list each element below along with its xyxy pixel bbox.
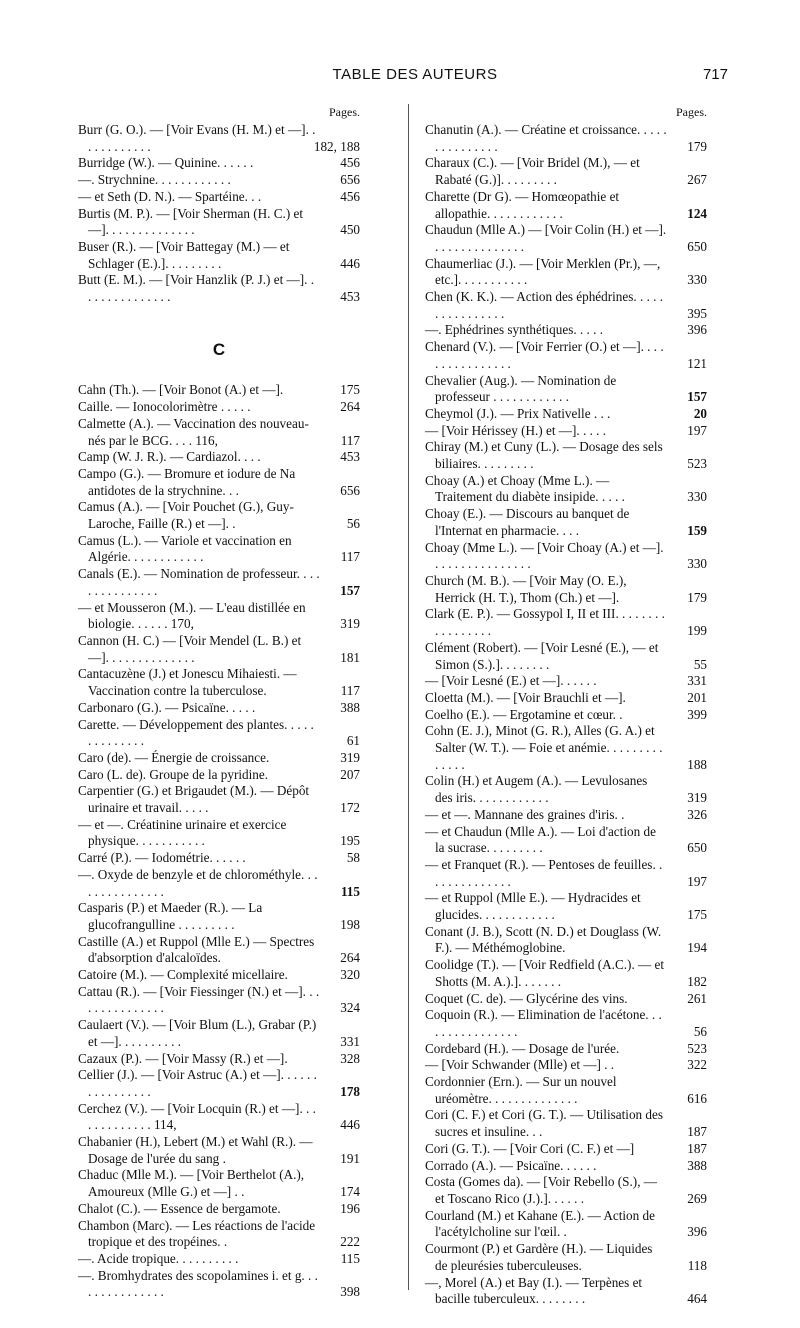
entry-text: Chevalier (Aug.). — Nomination de professeur . . . . . . . . . . . . xyxy=(425,372,617,405)
index-entry xyxy=(78,1218,360,1251)
entry-text: Caulaert (V.). — [Voir Blum (L.), Grabar (P.) et —]. . . . . . . . . . xyxy=(78,1017,317,1049)
entry-list-c xyxy=(78,382,360,1301)
index-entry xyxy=(425,406,707,423)
entry-text: Carpentier (G.) et Brigaudet (M.). — Dépôt urinaire et travail. . . . . xyxy=(78,783,310,816)
entry-text: — [Voir Hérissey (H.) et —]. . . . . xyxy=(425,422,607,438)
entry-page: 159 xyxy=(687,522,707,538)
index-entry xyxy=(78,717,360,750)
entry-page: 117 xyxy=(340,683,360,699)
entry-page: 446 xyxy=(340,255,360,271)
index-entry xyxy=(78,867,360,900)
entry-text: Cannon (H. C.) — [Voir Mendel (L. B.) et —]. . . . . . . . . . . . . . xyxy=(78,632,302,665)
entry-text: Choay (A.) et Choay (Mme L.). — Traitement du diabète insipide. . . . . xyxy=(425,472,625,505)
index-entry xyxy=(425,1158,707,1175)
entry-page: 326 xyxy=(687,806,707,822)
pages-label: Pages. xyxy=(329,105,360,119)
index-entry xyxy=(425,824,707,857)
entry-page: 324 xyxy=(340,1000,360,1016)
index-entry xyxy=(425,222,707,255)
entry-text: — [Voir Lesné (E.) et —]. . . . . . xyxy=(425,673,597,689)
entry-text: Carré (P.). — Iodométrie. . . . . . xyxy=(78,850,246,866)
entry-text: Colin (H.) et Augem (A.). — Levulosanes des iris. . . . . . . . . . . . xyxy=(425,773,648,806)
index-entry xyxy=(78,850,360,867)
index-entry xyxy=(78,750,360,767)
index-entry xyxy=(425,890,707,923)
entry-page: 264 xyxy=(340,950,360,966)
index-entry xyxy=(425,1241,707,1274)
entry-text: Caille. — Ionocolorimètre . . . . . xyxy=(78,399,251,415)
index-entry xyxy=(425,506,707,539)
entry-page: 117 xyxy=(340,549,360,565)
index-entry xyxy=(425,322,707,339)
entry-page: 124 xyxy=(687,205,707,221)
entry-page: 175 xyxy=(687,907,707,923)
entry-page: 55 xyxy=(693,656,707,672)
index-entry xyxy=(78,272,360,305)
entry-text: Cahn (Th.). — [Voir Bonot (A.) et —]. xyxy=(78,382,284,398)
entry-text: Choay (Mme L.). — [Voir Choay (A.) et —]. . . . . . . . . . . . . . . . xyxy=(425,539,664,572)
entry-text: Chaduc (Mlle M.). — [Voir Berthelot (A.), Amoureux (Mlle G.) et —] . . xyxy=(78,1167,305,1200)
entry-text: Cohn (E. J.), Minot (G. R.), Alles (G. A.) et Salter (W. T.). — Foie et anémie. . . . . . . . . . . . . . xyxy=(425,723,663,772)
entry-page: 181 xyxy=(340,649,360,665)
entry-page: 178 xyxy=(340,1083,360,1099)
index-entry xyxy=(425,807,707,824)
entry-page: 115 xyxy=(340,1251,360,1266)
entry-text: — et Ruppol (Mlle E.). — Hydracides et glucides. . . . . . . . . . . . xyxy=(425,890,641,923)
entry-text: — et Franquet (R.). — Pentoses de feuilles. . . . . . . . . . . . . . xyxy=(425,856,663,889)
entry-text: Chaudun (Mlle A.) — [Voir Colin (H.) et —]. . . . . . . . . . . . . . . xyxy=(425,222,667,254)
running-title: TABLE DES AUTEURS xyxy=(332,66,498,83)
entry-page: 121 xyxy=(687,355,707,371)
entry-page: 399 xyxy=(687,706,707,722)
entry-text: Cattau (R.). — [Voir Fiessinger (N.) et —]. . . . . . . . . . . . . . . xyxy=(78,983,320,1016)
index-entry xyxy=(425,1174,707,1207)
entry-page: 197 xyxy=(687,873,707,889)
entry-page: 20 xyxy=(693,405,707,421)
entry-text: Corrado (A.). — Psicaïne. . . . . . xyxy=(425,1157,597,1173)
entry-text: —, Morel (A.) et Bay (I.). — Terpènes et bacille tuberculeux. . . . . . . . xyxy=(425,1274,643,1307)
entry-text: Catoire (M.). — Complexité micellaire. xyxy=(78,967,288,983)
index-entry xyxy=(425,339,707,372)
right-column xyxy=(425,104,707,1308)
index-entry xyxy=(78,382,360,399)
entry-page: 179 xyxy=(687,138,707,154)
entry-text: Cellier (J.). — [Voir Astruc (A.) et —]. . . . . . . . . . . . . . . . xyxy=(78,1067,317,1099)
entry-text: Castille (A.) et Ruppol (Mlle E.) — Spectres d'absorption d'alcaloïdes. xyxy=(78,933,315,966)
entry-page: 388 xyxy=(340,699,360,715)
entry-text: Chiray (M.) et Cuny (L.). — Dosage des sels biliaires. . . . . . . . . xyxy=(425,439,663,472)
entry-text: —. Acide tropique. . . . . . . . . . xyxy=(78,1251,239,1266)
entry-page: 174 xyxy=(340,1184,360,1200)
index-entry xyxy=(78,206,360,239)
entry-page: 56 xyxy=(693,1023,707,1039)
index-entry xyxy=(425,256,707,289)
entry-text: —. Bromhydrates des scopolamines i. et g. . . . . . . . . . . . . . . xyxy=(78,1267,318,1300)
entry-page: 650 xyxy=(687,840,707,856)
index-entry xyxy=(78,1051,360,1068)
entry-page: 656 xyxy=(340,172,360,188)
entry-text: Casparis (P.) et Maeder (R.). — La glucofrangulline . . . . . . . . . xyxy=(78,900,263,932)
entry-page: 182 xyxy=(687,973,707,989)
entry-text: Carette. — Développement des plantes. . . . . . . . . . . . . . xyxy=(78,716,314,749)
entry-text: Cerchez (V.). — [Voir Locquin (R.) et —]. . . . . . . . . . . . . 114, xyxy=(78,1100,316,1133)
entry-page: 182, 188 xyxy=(313,138,360,154)
entry-text: Coelho (E.). — Ergotamine et cœur. . xyxy=(425,706,623,722)
entry-page: 331 xyxy=(687,673,707,689)
index-entry xyxy=(425,1208,707,1241)
index-entry xyxy=(78,1201,360,1218)
entry-page: 398 xyxy=(340,1284,360,1300)
index-entry xyxy=(78,1268,360,1301)
entry-text: — [Voir Schwander (Mlle) et —] . . xyxy=(425,1057,615,1073)
entry-page: 117 xyxy=(340,432,360,448)
entry-page: 198 xyxy=(340,916,360,932)
entry-text: Cloetta (M.). — [Voir Brauchli et —]. xyxy=(425,689,626,705)
entry-text: Camus (L.). — Variole et vaccination en Algérie. . . . . . . . . . . . xyxy=(78,532,292,565)
entry-page: 388 xyxy=(687,1157,707,1173)
entry-page: 396 xyxy=(687,322,707,338)
entry-text: —. Strychnine. . . . . . . . . . . . xyxy=(78,172,231,188)
entry-page: 197 xyxy=(687,422,707,438)
entry-text: Cori (C. F.) et Cori (G. T.). — Utilisation des sucres et insuline. . . xyxy=(425,1107,664,1140)
entry-text: Burtis (M. P.). — [Voir Sherman (H. C.) et —]. . . . . . . . . . . . . . xyxy=(78,205,304,238)
entry-page: 330 xyxy=(687,272,707,288)
entry-list-top xyxy=(78,122,360,306)
entry-text: Chenard (V.). — [Voir Ferrier (O.) et —]. . . . . . . . . . . . . . . . xyxy=(425,339,664,371)
index-entry xyxy=(78,984,360,1017)
entry-page: 319 xyxy=(340,749,360,765)
index-entry xyxy=(425,289,707,322)
index-entry xyxy=(78,1017,360,1050)
entry-page: 261 xyxy=(687,990,707,1006)
index-entry xyxy=(78,1167,360,1200)
entry-page: 196 xyxy=(340,1200,360,1216)
entry-text: Choay (E.). — Discours au banquet de l'Internat en pharmacie. . . . xyxy=(425,506,630,538)
entry-page: 456 xyxy=(340,155,360,171)
entry-page: 396 xyxy=(687,1224,707,1240)
entry-page: 322 xyxy=(687,1057,707,1073)
index-entry xyxy=(425,473,707,506)
index-entry xyxy=(78,533,360,566)
index-entry xyxy=(425,540,707,573)
entry-page: 222 xyxy=(340,1234,360,1250)
index-entry xyxy=(78,666,360,699)
index-entry xyxy=(78,1101,360,1134)
index-entry xyxy=(78,449,360,466)
entry-text: — et Chaudun (Mlle A.). — Loi d'action de la sucrase. . . . . . . . . xyxy=(425,823,656,856)
entry-page: 188 xyxy=(687,756,707,772)
entry-text: Burr (G. O.). — [Voir Evans (H. M.) et —]. . . . . . . . . . . . xyxy=(78,122,316,154)
entry-text: Chanutin (A.). — Créatine et croissance. . . . . . . . . . . . . . . xyxy=(425,122,667,154)
entry-text: — et —. Mannane des graines d'iris. . xyxy=(425,806,625,822)
entry-page: 267 xyxy=(687,172,707,188)
index-entry xyxy=(425,690,707,707)
pages-label: Pages. xyxy=(676,105,707,119)
index-entry xyxy=(425,1057,707,1074)
entry-text: Courmont (P.) et Gardère (H.). — Liquides de pleurésies tuberculeuses. xyxy=(425,1241,653,1273)
entry-text: Charaux (C.). — [Voir Bridel (M.), — et Rabaté (G.)]. . . . . . . . . xyxy=(425,155,640,188)
entry-text: Cordonnier (Ern.). — Sur un nouvel uréomètre. . . . . . . . . . . . . . xyxy=(425,1074,617,1106)
entry-text: Cheymol (J.). — Prix Nativelle . . . xyxy=(425,405,611,421)
index-entry xyxy=(78,416,360,449)
entry-page: 330 xyxy=(687,556,707,572)
entry-page: 616 xyxy=(687,1090,707,1106)
entry-text: —. Oxyde de benzyle et de chlorométhyle. . . . . . . . . . . . . . . xyxy=(78,866,318,899)
index-entry xyxy=(425,707,707,724)
entry-text: Chaumerliac (J.). — [Voir Merklen (Pr.), —, etc.]. . . . . . . . . . . xyxy=(425,255,661,288)
entry-page: 446 xyxy=(340,1117,360,1133)
index-entry xyxy=(425,640,707,673)
index-entry xyxy=(78,189,360,206)
index-entry xyxy=(425,573,707,606)
entry-text: — et Mousseron (M.). — L'eau distillée en biologie. . . . . . 170, xyxy=(78,599,306,632)
entry-page: 58 xyxy=(346,850,360,866)
entry-text: Coquoin (R.). — Elimination de l'acétone. . . . . . . . . . . . . . . . xyxy=(425,1007,662,1039)
index-entry xyxy=(78,399,360,416)
entry-page: 118 xyxy=(687,1257,707,1273)
entry-page: 464 xyxy=(687,1291,707,1307)
entry-text: Coquet (C. de). — Glycérine des vins. xyxy=(425,990,628,1006)
entry-text: Butt (E. M.). — [Voir Hanzlik (P. J.) et —]. . . . . . . . . . . . . . . xyxy=(78,272,315,305)
index-entry xyxy=(425,991,707,1008)
left-column xyxy=(78,104,360,1301)
entry-page: 453 xyxy=(340,449,360,465)
entry-page: 264 xyxy=(340,399,360,415)
entry-text: Conant (J. B.), Scott (N. D.) et Douglass (W. F.). — Méthémoglobine. xyxy=(425,923,662,956)
entry-page: 157 xyxy=(340,582,360,598)
entry-text: Cori (G. T.). — [Voir Cori (C. F.) et —] xyxy=(425,1140,635,1156)
index-entry xyxy=(425,189,707,222)
entry-page: 56 xyxy=(346,516,360,532)
entry-text: Camp (W. J. R.). — Cardiazol. . . . xyxy=(78,449,261,465)
entry-text: Campo (G.). — Bromure et iodure de Na antidotes de la strychnine. . . xyxy=(78,465,296,498)
index-entry xyxy=(78,466,360,499)
index-entry xyxy=(425,957,707,990)
index-entry xyxy=(425,1007,707,1040)
index-entry xyxy=(78,1067,360,1100)
index-entry xyxy=(425,439,707,472)
entry-page: 201 xyxy=(687,689,707,705)
entry-page: 199 xyxy=(687,623,707,639)
entry-text: Chen (K. K.). — Action des éphédrines. . . . . . . . . . . . . . . . xyxy=(425,289,664,321)
entry-text: Cantacuzène (J.) et Jonescu Mihaiesti. —Vaccination contre la tuberculose. xyxy=(78,666,297,699)
entry-text: Chabanier (H.), Lebert (M.) et Wahl (R.). — Dosage de l'urée du sang . xyxy=(78,1134,313,1166)
entry-text: Clark (E. P.). — Gossypol I, II et III. . . . . . . . . . . . . . . . . xyxy=(425,606,665,639)
entry-text: Coolidge (T.). — [Voir Redfield (A.C.). — et Shotts (M. A.).]. . . . . . . xyxy=(425,957,665,989)
entry-page: 395 xyxy=(687,305,707,321)
entry-page: 650 xyxy=(687,238,707,254)
index-entry xyxy=(425,924,707,957)
entry-text: Caro (L. de). Groupe de la pyridine. xyxy=(78,766,269,782)
entry-text: Burridge (W.). — Quinine. . . . . . xyxy=(78,155,254,171)
index-entry xyxy=(425,857,707,890)
entry-text: Cordebard (H.). — Dosage de l'urée. xyxy=(425,1040,620,1056)
index-entry xyxy=(425,122,707,155)
index-entry xyxy=(425,606,707,639)
index-entry xyxy=(78,783,360,816)
index-entry xyxy=(78,499,360,532)
index-entry xyxy=(78,900,360,933)
entry-page: 195 xyxy=(340,833,360,849)
entry-text: Caro (de). — Énergie de croissance. xyxy=(78,749,270,765)
entry-text: — et —. Créatinine urinaire et exercice physique. . . . . . . . . . . xyxy=(78,816,287,849)
entry-page: 194 xyxy=(687,940,707,956)
index-entry xyxy=(78,700,360,717)
entry-page: 331 xyxy=(340,1033,360,1049)
entry-page: 456 xyxy=(340,188,360,204)
index-entry xyxy=(425,1041,707,1058)
entry-page: 330 xyxy=(687,489,707,505)
entry-page: 269 xyxy=(687,1191,707,1206)
index-entry xyxy=(78,767,360,784)
index-entry xyxy=(425,673,707,690)
entry-page: 453 xyxy=(340,289,360,305)
index-entry xyxy=(425,1275,707,1308)
entry-page: 157 xyxy=(687,389,707,405)
index-entry xyxy=(78,155,360,172)
entry-text: Buser (R.). — [Voir Battegay (M.) — et Schlager (E.).]. . . . . . . . . xyxy=(78,238,290,271)
index-entry xyxy=(425,1141,707,1158)
entry-text: —. Ephédrines synthétiques. . . . . xyxy=(425,322,604,338)
page-number: 717 xyxy=(702,66,728,83)
index-entry xyxy=(425,723,707,773)
index-entry xyxy=(78,934,360,967)
entry-text: Charette (Dr G). — Homœopathie et allopathie. . . . . . . . . . . . xyxy=(425,188,620,221)
entry-list xyxy=(425,122,707,1308)
index-entry xyxy=(78,566,360,599)
entry-text: Chambon (Marc). — Les réactions de l'acide tropique et des tropéines. . xyxy=(78,1217,316,1250)
entry-text: Church (M. B.). — [Voir May (O. E.), Herrick (H. T.), Thom (Ch.) et —]. xyxy=(425,572,627,605)
entry-page: 61 xyxy=(346,733,360,749)
entry-page: 187 xyxy=(687,1124,707,1140)
entry-page: 179 xyxy=(687,589,707,605)
index-entry xyxy=(78,633,360,666)
entry-page: 656 xyxy=(340,482,360,498)
index-entry xyxy=(78,967,360,984)
entry-text: Clément (Robert). — [Voir Lesné (E.), — et Simon (S.).]. . . . . . . . xyxy=(425,639,659,672)
section-letter: C xyxy=(212,339,226,359)
entry-text: Camus (A.). — [Voir Pouchet (G.), Guy-Laroche, Faille (R.) et —]. . xyxy=(78,499,294,532)
entry-page: 187 xyxy=(687,1140,707,1156)
entry-text: Carbonaro (G.). — Psicaïne. . . . . xyxy=(78,699,256,715)
entry-page: 207 xyxy=(340,766,360,782)
entry-page: 320 xyxy=(340,967,360,983)
entry-text: Courland (M.) et Kahane (E.). — Action de l'acétylcholine sur l'œil. . xyxy=(425,1207,655,1240)
entry-page: 115 xyxy=(340,883,360,899)
entry-text: Calmette (A.). — Vaccination des nouveau-nés par le BCG. . . . 116, xyxy=(78,415,309,448)
page-header xyxy=(0,66,800,88)
entry-text: Canals (E.). — Nomination de professeur. . . . . . . . . . . . . . . xyxy=(78,566,320,598)
index-entry xyxy=(78,122,360,155)
index-entry xyxy=(425,423,707,440)
entry-page: 175 xyxy=(340,382,360,398)
index-entry xyxy=(425,773,707,806)
index-entry xyxy=(425,1074,707,1107)
index-entry xyxy=(78,1134,360,1167)
entry-text: — et Seth (D. N.). — Spartéine. . . xyxy=(78,188,262,204)
index-entry xyxy=(78,1251,360,1268)
column-divider xyxy=(408,104,409,1290)
entry-page: 319 xyxy=(340,616,360,632)
index-entry xyxy=(425,155,707,188)
index-entry xyxy=(425,373,707,406)
entry-page: 191 xyxy=(340,1150,360,1166)
entry-page: 319 xyxy=(687,790,707,806)
entry-page: 172 xyxy=(340,800,360,816)
entry-text: Chalot (C.). — Essence de bergamote. xyxy=(78,1200,281,1216)
entry-text: Costa (Gomes da). — [Voir Rebello (S.), — et Toscano Rico (J.).]. . . . . . xyxy=(425,1174,657,1206)
entry-page: 450 xyxy=(340,222,360,238)
index-entry xyxy=(78,172,360,189)
entry-text: Cazaux (P.). — [Voir Massy (R.) et —]. xyxy=(78,1050,288,1066)
entry-page: 523 xyxy=(687,1040,707,1056)
entry-page: 523 xyxy=(687,456,707,472)
index-entry xyxy=(78,817,360,850)
entry-page: 328 xyxy=(340,1050,360,1066)
index-entry xyxy=(425,1107,707,1140)
index-entry xyxy=(78,600,360,633)
index-entry xyxy=(78,239,360,272)
